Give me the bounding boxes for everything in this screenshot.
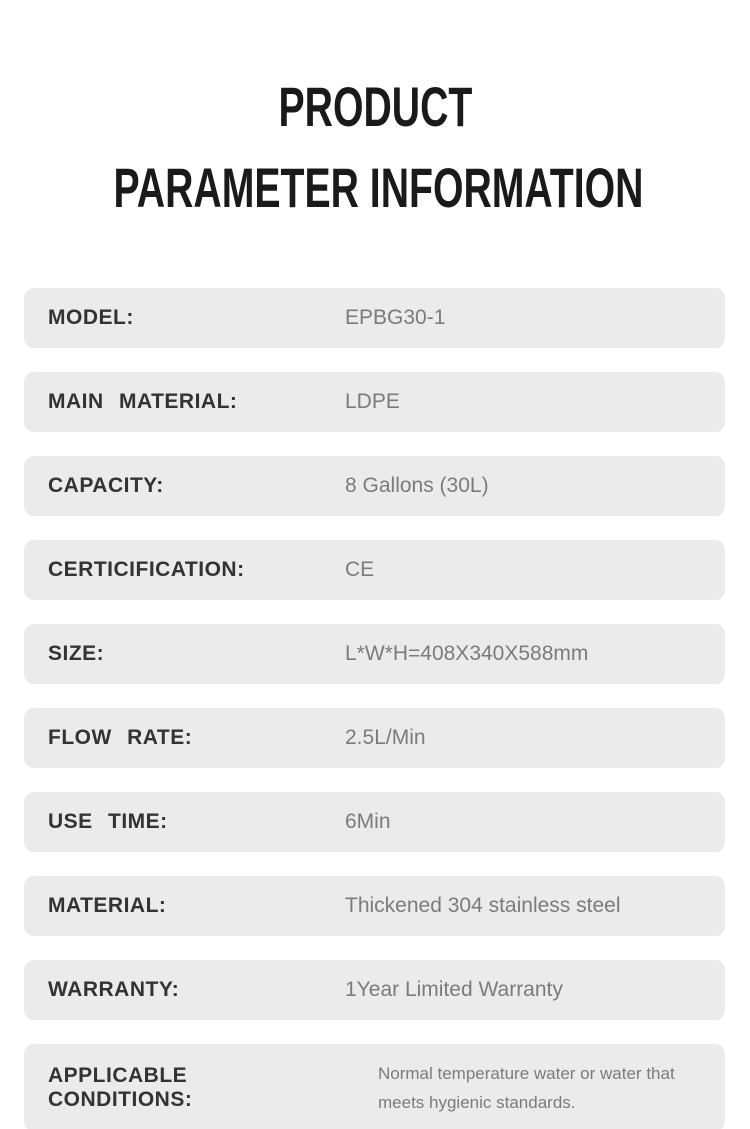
parameter-row xyxy=(24,1044,725,1129)
parameter-row xyxy=(24,960,725,1020)
parameter-value: EPBG30-1 xyxy=(345,306,446,329)
parameter-row xyxy=(24,372,725,432)
parameter-value: LDPE xyxy=(345,390,400,413)
parameter-label: CAPACITY: xyxy=(48,474,164,497)
parameter-row xyxy=(24,456,725,516)
parameter-label: SIZE: xyxy=(48,642,105,665)
page-title xyxy=(0,0,750,236)
parameter-value: 6Min xyxy=(345,810,391,833)
parameter-row xyxy=(24,876,725,936)
parameter-row xyxy=(24,792,725,852)
title-line-2 xyxy=(0,155,750,236)
parameter-table xyxy=(24,288,725,1129)
parameter-value: Thickened 304 stainless steel xyxy=(345,894,621,917)
title-line-1 xyxy=(0,74,750,155)
parameter-label: CERTICIFICATION: xyxy=(48,558,245,581)
title-text-parameter-information: PARAMETER INFORMATION xyxy=(113,156,644,219)
parameter-label: MODEL: xyxy=(48,306,134,329)
parameter-row xyxy=(24,540,725,600)
parameter-row xyxy=(24,624,725,684)
parameter-label: USE TIME: xyxy=(48,810,168,833)
parameter-value: 8 Gallons (30L) xyxy=(345,474,489,497)
parameter-label: FLOW RATE: xyxy=(48,726,193,749)
parameter-value: 2.5L/Min xyxy=(345,726,426,749)
parameter-label: APPLICABLE CONDITIONS: xyxy=(48,1063,193,1111)
parameter-label: WARRANTY: xyxy=(48,978,180,1001)
parameter-value: L*W*H=408X340X588mm xyxy=(345,642,589,665)
parameter-value: CE xyxy=(345,558,375,581)
parameter-label: MAIN MATERIAL: xyxy=(48,390,238,413)
parameter-row xyxy=(24,288,725,348)
parameter-label: MATERIAL: xyxy=(48,894,167,917)
parameter-value: 1Year Limited Warranty xyxy=(345,978,563,1001)
parameter-value: Normal temperature water or water that meets hygienic standards. xyxy=(378,1063,675,1112)
title-text-product: PRODUCT xyxy=(278,75,472,138)
parameter-row xyxy=(24,708,725,768)
